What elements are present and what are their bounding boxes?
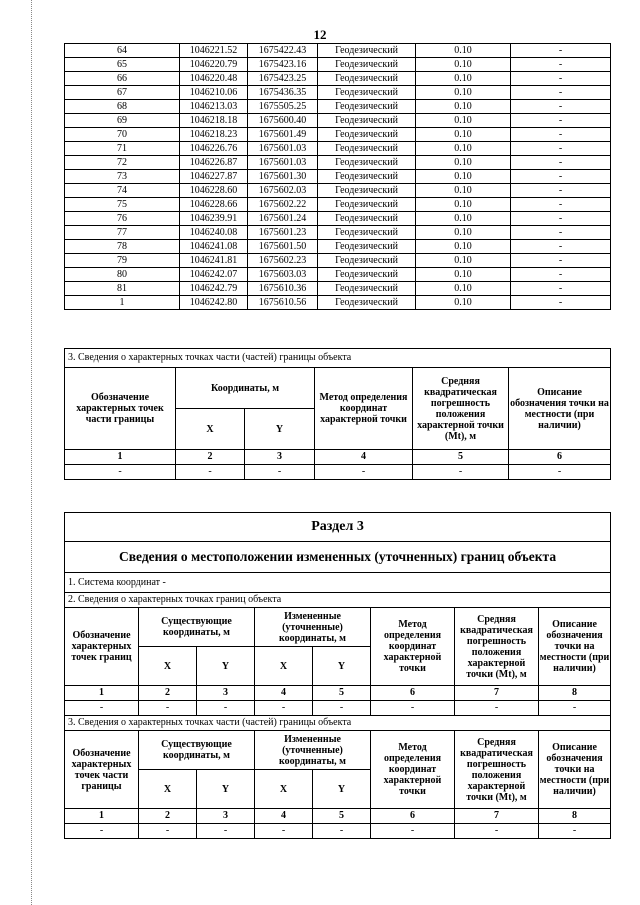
col-changed-coords-2: Измененные (уточненные) координаты, м bbox=[255, 731, 371, 770]
cell-method: Геодезический bbox=[318, 184, 416, 198]
cell-accuracy: 0.10 bbox=[416, 142, 511, 156]
cell-point-number: 73 bbox=[65, 170, 180, 184]
cell-coord-x: 1046228.66 bbox=[180, 198, 248, 212]
cell-coord-y: 1675602.03 bbox=[248, 184, 318, 198]
col-y-changed: Y bbox=[313, 647, 371, 686]
cell-coord-x: 1046218.18 bbox=[180, 114, 248, 128]
cell-point-number: 64 bbox=[65, 44, 180, 58]
cell-accuracy: 0.10 bbox=[416, 156, 511, 170]
table-row bbox=[65, 824, 611, 839]
cell-accuracy: 0.10 bbox=[416, 86, 511, 100]
cell-description: - bbox=[511, 212, 611, 226]
table-row bbox=[65, 86, 611, 100]
cell-description: - bbox=[511, 156, 611, 170]
cell-value: - bbox=[65, 465, 176, 480]
cell-accuracy: 0.10 bbox=[416, 254, 511, 268]
col-description: Описание обозначения точки на местности (при наличии) bbox=[539, 608, 611, 686]
cell-method: Геодезический bbox=[318, 156, 416, 170]
cell-coord-y: 1675505.25 bbox=[248, 100, 318, 114]
col-number: 8 bbox=[539, 809, 611, 824]
cell-method: Геодезический bbox=[318, 268, 416, 282]
cell-method: Геодезический bbox=[318, 100, 416, 114]
col-x-changed-2: X bbox=[255, 770, 313, 809]
col-designation-part: Обозначение характерных точек части границы bbox=[65, 731, 139, 809]
cell-coord-y: 1675601.50 bbox=[248, 240, 318, 254]
cell-value: - bbox=[139, 701, 197, 716]
cell-point-number: 1 bbox=[65, 296, 180, 310]
cell-point-number: 69 bbox=[65, 114, 180, 128]
col-number: 5 bbox=[413, 450, 509, 465]
cell-point-number: 76 bbox=[65, 212, 180, 226]
cell-description: - bbox=[511, 184, 611, 198]
col-accuracy: Средняя квадратическая погрешность положения характерной точки (Mt), м bbox=[455, 608, 539, 686]
cell-description: - bbox=[511, 44, 611, 58]
cell-description: - bbox=[511, 128, 611, 142]
cell-coord-y: 1675601.03 bbox=[248, 156, 318, 170]
cell-coord-y: 1675601.49 bbox=[248, 128, 318, 142]
cell-accuracy: 0.10 bbox=[416, 114, 511, 128]
col-number: 4 bbox=[255, 686, 313, 701]
cell-description: - bbox=[511, 58, 611, 72]
table-row bbox=[65, 465, 611, 480]
col-existing-coords-2: Существующие координаты, м bbox=[139, 731, 255, 770]
col-number: 4 bbox=[315, 450, 413, 465]
table-row bbox=[65, 296, 611, 310]
cell-accuracy: 0.10 bbox=[416, 198, 511, 212]
cell-coord-y: 1675600.40 bbox=[248, 114, 318, 128]
cell-description: - bbox=[511, 114, 611, 128]
coord-system: 1. Система координат - bbox=[65, 573, 611, 593]
cell-accuracy: 0.10 bbox=[416, 128, 511, 142]
cell-description: - bbox=[511, 142, 611, 156]
cell-point-number: 80 bbox=[65, 268, 180, 282]
table-row bbox=[65, 72, 611, 86]
table-row bbox=[65, 240, 611, 254]
cell-coord-x: 1046242.80 bbox=[180, 296, 248, 310]
col-accuracy: Средняя квадратическая погрешность положения характерной точки (Mt), м bbox=[413, 368, 509, 450]
cell-point-number: 81 bbox=[65, 282, 180, 296]
cell-coord-y: 1675436.35 bbox=[248, 86, 318, 100]
cell-method: Геодезический bbox=[318, 212, 416, 226]
cell-coord-y: 1675602.22 bbox=[248, 198, 318, 212]
table-row bbox=[65, 212, 611, 226]
cell-coord-x: 1046210.06 bbox=[180, 86, 248, 100]
cell-coord-x: 1046242.07 bbox=[180, 268, 248, 282]
cell-coord-y: 1675601.24 bbox=[248, 212, 318, 226]
col-number: 2 bbox=[176, 450, 245, 465]
table-row bbox=[65, 114, 611, 128]
page-number: 12 bbox=[313, 27, 327, 42]
cell-accuracy: 0.10 bbox=[416, 212, 511, 226]
col-number: 1 bbox=[65, 809, 139, 824]
cell-value: - bbox=[197, 701, 255, 716]
col-changed-coords: Измененные (уточненные) координаты, м bbox=[255, 608, 371, 647]
cell-coord-y: 1675601.30 bbox=[248, 170, 318, 184]
cell-method: Геодезический bbox=[318, 86, 416, 100]
cell-description: - bbox=[511, 72, 611, 86]
cell-point-number: 71 bbox=[65, 142, 180, 156]
cell-accuracy: 0.10 bbox=[416, 240, 511, 254]
cell-method: Геодезический bbox=[318, 240, 416, 254]
cell-value: - bbox=[455, 824, 539, 839]
col-designation-boundary: Обозначение характерных точек границ bbox=[65, 608, 139, 686]
cell-description: - bbox=[511, 254, 611, 268]
col-number: 4 bbox=[255, 809, 313, 824]
cell-value: - bbox=[371, 824, 455, 839]
cell-method: Геодезический bbox=[318, 58, 416, 72]
col-number: 7 bbox=[455, 809, 539, 824]
column-numbers-row bbox=[65, 450, 611, 465]
cell-coord-x: 1046228.60 bbox=[180, 184, 248, 198]
col-number: 6 bbox=[371, 686, 455, 701]
part-points-heading-2: 3. Сведения о характерных точках части (частей) границы объекта bbox=[65, 716, 611, 731]
cell-method: Геодезический bbox=[318, 44, 416, 58]
cell-coord-x: 1046241.08 bbox=[180, 240, 248, 254]
cell-method: Геодезический bbox=[318, 198, 416, 212]
cell-coord-x: 1046220.79 bbox=[180, 58, 248, 72]
points-table-body bbox=[65, 44, 611, 310]
col-number: 3 bbox=[245, 450, 315, 465]
cell-coord-x: 1046218.23 bbox=[180, 128, 248, 142]
cell-accuracy: 0.10 bbox=[416, 44, 511, 58]
cell-accuracy: 0.10 bbox=[416, 170, 511, 184]
table-row bbox=[65, 170, 611, 184]
cell-accuracy: 0.10 bbox=[416, 282, 511, 296]
cell-point-number: 66 bbox=[65, 72, 180, 86]
table-row bbox=[65, 142, 611, 156]
col-number: 8 bbox=[539, 686, 611, 701]
cell-coord-x: 1046226.87 bbox=[180, 156, 248, 170]
col-number: 6 bbox=[371, 809, 455, 824]
col-existing-coords: Существующие координаты, м bbox=[139, 608, 255, 647]
cell-method: Геодезический bbox=[318, 114, 416, 128]
cell-point-number: 75 bbox=[65, 198, 180, 212]
cell-description: - bbox=[511, 282, 611, 296]
col-method: Метод определения координат характерной точки bbox=[371, 608, 455, 686]
cell-coord-y: 1675422.43 bbox=[248, 44, 318, 58]
cell-value: - bbox=[65, 701, 139, 716]
col-number: 1 bbox=[65, 686, 139, 701]
cell-description: - bbox=[511, 170, 611, 184]
cell-description: - bbox=[511, 240, 611, 254]
cell-coord-x: 1046239.91 bbox=[180, 212, 248, 226]
cell-coord-y: 1675601.23 bbox=[248, 226, 318, 240]
cell-point-number: 67 bbox=[65, 86, 180, 100]
cell-accuracy: 0.10 bbox=[416, 58, 511, 72]
table-row bbox=[65, 268, 611, 282]
table-row bbox=[65, 128, 611, 142]
cell-point-number: 65 bbox=[65, 58, 180, 72]
table-row bbox=[65, 44, 611, 58]
cell-description: - bbox=[511, 198, 611, 212]
col-x-existing: X bbox=[139, 647, 197, 686]
col-number: 6 bbox=[509, 450, 611, 465]
cell-method: Геодезический bbox=[318, 72, 416, 86]
col-accuracy-2: Средняя квадратическая погрешность положения характерной точки (Mt), м bbox=[455, 731, 539, 809]
cell-method: Геодезический bbox=[318, 128, 416, 142]
cell-point-number: 74 bbox=[65, 184, 180, 198]
cell-coord-y: 1675610.56 bbox=[248, 296, 318, 310]
cell-value: - bbox=[455, 701, 539, 716]
cell-value: - bbox=[315, 465, 413, 480]
cell-description: - bbox=[511, 100, 611, 114]
col-x-changed: X bbox=[255, 647, 313, 686]
col-description-2: Описание обозначения точки на местности (при наличии) bbox=[539, 731, 611, 809]
part-points-heading: 3. Сведения о характерных точках части (частей) границы объекта bbox=[65, 349, 611, 368]
cell-method: Геодезический bbox=[318, 254, 416, 268]
boundary-points-heading: 2. Сведения о характерных точках границ объекта bbox=[65, 593, 611, 608]
scan-edge-line bbox=[31, 0, 32, 905]
cell-point-number: 72 bbox=[65, 156, 180, 170]
cell-accuracy: 0.10 bbox=[416, 100, 511, 114]
cell-coord-y: 1675423.16 bbox=[248, 58, 318, 72]
cell-value: - bbox=[255, 701, 313, 716]
col-method-2: Метод определения координат характерной точки bbox=[371, 731, 455, 809]
cell-value: - bbox=[413, 465, 509, 480]
cell-value: - bbox=[176, 465, 245, 480]
col-number: 5 bbox=[313, 809, 371, 824]
table-row bbox=[65, 701, 611, 716]
cell-accuracy: 0.10 bbox=[416, 296, 511, 310]
cell-point-number: 77 bbox=[65, 226, 180, 240]
col-y-existing-2: Y bbox=[197, 770, 255, 809]
cell-method: Геодезический bbox=[318, 226, 416, 240]
cell-coord-y: 1675601.03 bbox=[248, 142, 318, 156]
cell-value: - bbox=[313, 824, 371, 839]
section3-table bbox=[64, 512, 611, 839]
table-row bbox=[65, 198, 611, 212]
col-number: 7 bbox=[455, 686, 539, 701]
col-number: 3 bbox=[197, 809, 255, 824]
section3-title: Раздел 3 bbox=[65, 513, 611, 542]
cell-accuracy: 0.10 bbox=[416, 268, 511, 282]
table-row bbox=[65, 184, 611, 198]
cell-value: - bbox=[539, 824, 611, 839]
cell-value: - bbox=[65, 824, 139, 839]
col-number: 3 bbox=[197, 686, 255, 701]
cell-coord-x: 1046226.76 bbox=[180, 142, 248, 156]
cell-coord-x: 1046221.52 bbox=[180, 44, 248, 58]
cell-coord-y: 1675602.23 bbox=[248, 254, 318, 268]
cell-method: Геодезический bbox=[318, 170, 416, 184]
points-table bbox=[64, 43, 611, 310]
cell-point-number: 78 bbox=[65, 240, 180, 254]
cell-coord-x: 1046241.81 bbox=[180, 254, 248, 268]
cell-description: - bbox=[511, 226, 611, 240]
cell-point-number: 79 bbox=[65, 254, 180, 268]
cell-description: - bbox=[511, 296, 611, 310]
col-y-existing: Y bbox=[197, 647, 255, 686]
cell-description: - bbox=[511, 268, 611, 282]
cell-value: - bbox=[539, 701, 611, 716]
cell-method: Геодезический bbox=[318, 296, 416, 310]
col-number: 5 bbox=[313, 686, 371, 701]
col-method: Метод определения координат характерной точки bbox=[315, 368, 413, 450]
table-row bbox=[65, 58, 611, 72]
cell-coord-x: 1046240.08 bbox=[180, 226, 248, 240]
cell-method: Геодезический bbox=[318, 142, 416, 156]
col-designation: Обозначение характерных точек части границы bbox=[65, 368, 176, 450]
col-y-changed-2: Y bbox=[313, 770, 371, 809]
table-row bbox=[65, 254, 611, 268]
part-points-table bbox=[64, 348, 611, 480]
cell-coord-y: 1675603.03 bbox=[248, 268, 318, 282]
col-x: X bbox=[176, 409, 245, 450]
cell-point-number: 70 bbox=[65, 128, 180, 142]
col-number: 2 bbox=[139, 686, 197, 701]
table-row bbox=[65, 156, 611, 170]
cell-coord-x: 1046220.48 bbox=[180, 72, 248, 86]
cell-value: - bbox=[313, 701, 371, 716]
cell-accuracy: 0.10 bbox=[416, 72, 511, 86]
cell-method: Геодезический bbox=[318, 282, 416, 296]
column-numbers-row bbox=[65, 809, 611, 824]
table-row bbox=[65, 282, 611, 296]
cell-coord-y: 1675423.25 bbox=[248, 72, 318, 86]
col-coordinates: Координаты, м bbox=[176, 368, 315, 409]
col-number: 2 bbox=[139, 809, 197, 824]
cell-value: - bbox=[245, 465, 315, 480]
cell-description: - bbox=[511, 86, 611, 100]
cell-coord-x: 1046242.79 bbox=[180, 282, 248, 296]
cell-coord-y: 1675610.36 bbox=[248, 282, 318, 296]
col-y: Y bbox=[245, 409, 315, 450]
cell-value: - bbox=[509, 465, 611, 480]
col-x-existing-2: X bbox=[139, 770, 197, 809]
table-row bbox=[65, 226, 611, 240]
cell-point-number: 68 bbox=[65, 100, 180, 114]
col-number: 1 bbox=[65, 450, 176, 465]
cell-value: - bbox=[371, 701, 455, 716]
column-numbers-row bbox=[65, 686, 611, 701]
cell-accuracy: 0.10 bbox=[416, 184, 511, 198]
cell-accuracy: 0.10 bbox=[416, 226, 511, 240]
cell-coord-x: 1046227.87 bbox=[180, 170, 248, 184]
col-description: Описание обозначения точки на местности (при наличии) bbox=[509, 368, 611, 450]
table-row bbox=[65, 100, 611, 114]
cell-coord-x: 1046213.03 bbox=[180, 100, 248, 114]
cell-value: - bbox=[197, 824, 255, 839]
section3-subtitle: Сведения о местоположении измененных (уточненных) границ объекта bbox=[65, 542, 611, 573]
cell-value: - bbox=[139, 824, 197, 839]
cell-value: - bbox=[255, 824, 313, 839]
